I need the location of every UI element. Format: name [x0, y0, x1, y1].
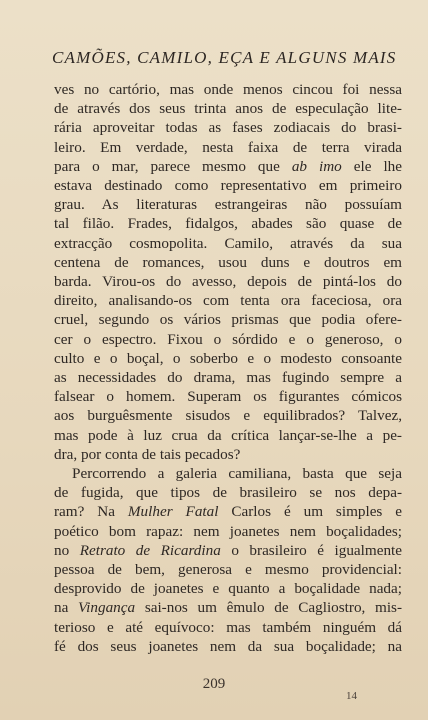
text-line: rária aproveitar todas as fases zodiacais do brasi-	[54, 119, 402, 137]
text-line: dra, por conta de tais pecados?	[54, 445, 241, 463]
text-line: direito, analisando-os com tenta ora faceciosa, ora	[54, 292, 402, 310]
running-head: CAMÕES, CAMILO, EÇA E ALGUNS MAIS	[52, 48, 397, 67]
text-line: cer o espectro. Fixou o sórdido e o generoso, o	[54, 330, 402, 348]
text-line: culto e o boçal, o soberbo e o modesto consoante	[54, 349, 402, 367]
italic-title: Mulher Fatal	[127, 503, 219, 521]
text-line: de através dos seus trinta anos de especulação lite-	[54, 100, 402, 118]
italic-title: Retrato de Ricardina	[79, 541, 221, 559]
text-line: terioso e até equívoco: mas também ninguém dá	[54, 618, 402, 636]
text-line: leiro. Em verdade, nesta faixa de terra virada	[54, 138, 402, 156]
text-line: pessoa de bem, generosa e mesmo providencial:	[54, 561, 402, 579]
text-line: Percorrendo a galeria camiliana, basta que seja	[72, 465, 402, 483]
text-line: ves no cartório, mas onde menos cincou foi nessa	[54, 81, 402, 98]
text-line: estava destinado como representativo em primeiro	[54, 177, 402, 195]
italic-title: Vingança	[78, 599, 136, 617]
text-line: aos burguêsmente sisudos e equilibrados? Talvez,	[54, 407, 402, 425]
text-line: extracção cosmopolita. Camilo, através da sua	[54, 234, 402, 252]
text-line: cruel, segundo os vários prismas que podia ofere-	[54, 311, 402, 329]
text-line: desprovido de joanetes e quanto a boçalidade nada;	[54, 580, 402, 598]
text-line: as necessidades do drama, mas fugindo sempre a	[54, 369, 402, 387]
text-line: mas pode à luz crua da crítica lançar-se-lhe a pe-	[54, 426, 402, 444]
text-line: de fugida, que tipos de brasileiro se nos depa-	[54, 484, 402, 502]
text-line: falsear o homem. Superam os figurantes cómicos	[54, 388, 402, 406]
body-text	[54, 80, 402, 656]
text-line: poético bom rapaz: nem joanetes nem boçalidades;	[54, 522, 402, 540]
text-line: barda. Virou-os do avesso, depois de pintá-los do	[54, 273, 402, 291]
italic-phrase: ab imo	[291, 157, 342, 175]
text-line: grau. As literaturas estrangeiras não possuíam	[54, 196, 402, 214]
text-line: centena de romances, usou duns e doutros em	[54, 253, 402, 271]
text-line: na Vingança sai-nos um êmulo de Cagliostro, mis-	[54, 599, 402, 617]
page-number: 209	[202, 676, 226, 692]
signature-mark: 14	[346, 690, 357, 702]
text-line: fé dos seus joanetes nem da sua boçalidade; na	[54, 637, 402, 655]
text-line: tal filão. Frades, fidalgos, abades são quase de	[54, 215, 402, 233]
text-line: para o mar, parece mesmo que ab imo ele lhe	[54, 157, 402, 175]
text-line: ram? Na Mulher Fatal Carlos é um simples e	[54, 503, 402, 521]
text-line: no Retrato de Ricardina o brasileiro é igualmente	[54, 541, 402, 559]
